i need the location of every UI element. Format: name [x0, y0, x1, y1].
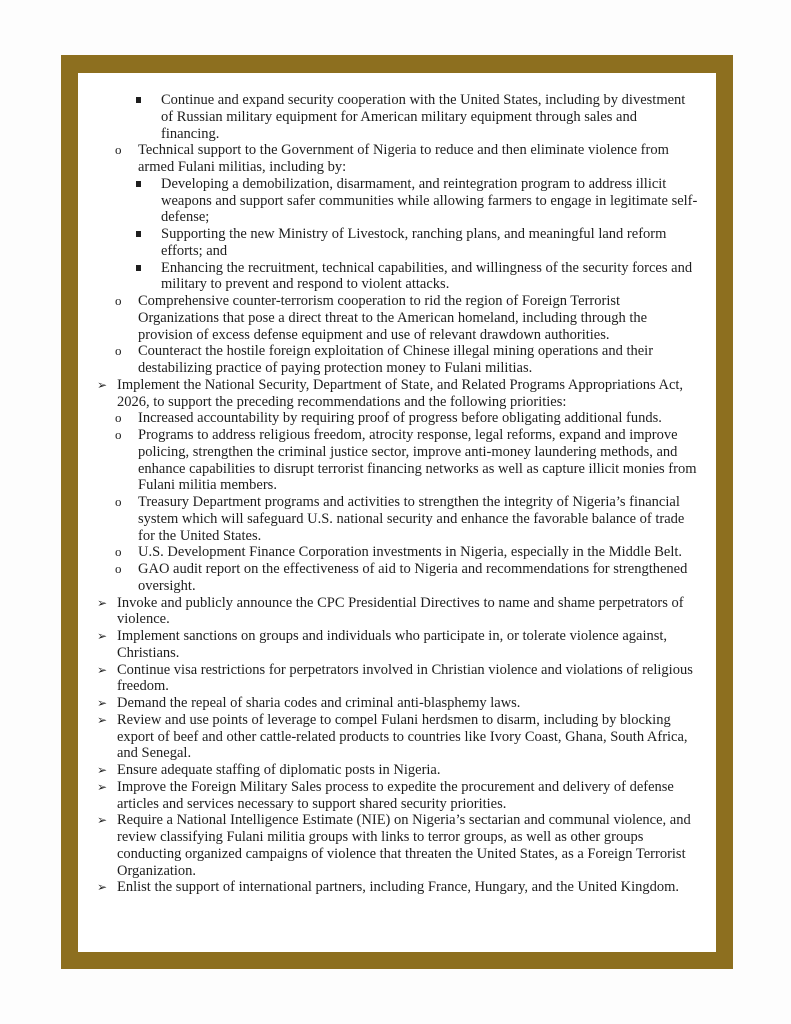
circle-bullet-icon: o: [115, 293, 122, 308]
list-item-text: Demand the repeal of sharia codes and criminal anti-blasphemy laws.: [117, 695, 521, 711]
list-item-text: Comprehensive counter-terrorism cooperation to rid the region of Foreign Terrorist Organizations that pose a direct threat to the American homeland, including through the provision of excess defense equipment and use of relevant drawdown authorities.: [138, 293, 648, 343]
sub-list-item: [117, 544, 698, 561]
list-item-text: Treasury Department programs and activities to strengthen the integrity of Nigeria’s financial system which will safeguard U.S. national security and enhance the favorable balance of trade for the United States.: [138, 494, 685, 544]
arrow-bullet-icon: ➢: [97, 696, 108, 710]
list-item-text: Programs to address religious freedom, atrocity response, legal reforms, expand and improve policing, strengthen the criminal justice sector, improve anti-money laundering methods, and enhance capabilities to disrupt terrorist financing networks as well as capture illicit monies from Fulani militia members.: [138, 427, 697, 494]
sub-sub-list-item: [138, 260, 698, 294]
arrow-bullet-icon: ➢: [97, 377, 108, 392]
list-item-text: Ensure adequate staffing of diplomatic posts in Nigeria.: [117, 762, 441, 778]
square-bullet-icon: [136, 231, 141, 237]
list-item-text: Improve the Foreign Military Sales process to expedite the procurement and delivery of defense articles and services necessary to support shared security priorities.: [117, 778, 674, 812]
arrow-bullet-icon: ➢: [97, 629, 108, 643]
list-item-text: Review and use points of leverage to compel Fulani herdsmen to disarm, including by blocking export of beef and other cattle-related products to countries like Ivory Coast, Ghana, South Africa, and Senegal.: [117, 711, 688, 762]
list-item-text: Developing a demobilization, disarmament, and reintegration program to address illicit weapons and support safer communities while allowing farmers to engage in legitimate self-defense;: [161, 175, 698, 226]
arrow-list-item: [98, 712, 698, 762]
arrow-bullet-icon: ➢: [97, 712, 108, 727]
circle-bullet-icon: o: [115, 427, 122, 442]
circle-bullet-icon: o: [115, 410, 122, 426]
arrow-bullet-icon: ➢: [97, 813, 108, 828]
circle-bullet-icon: o: [115, 561, 122, 576]
square-bullet-icon: [136, 265, 141, 271]
circle-bullet-icon: o: [115, 343, 122, 359]
sub-list-item: [117, 494, 698, 544]
list-item-text: Enhancing the recruitment, technical capabilities, and willingness of the security forces and military to prevent and respond to violent attacks.: [161, 259, 693, 293]
circle-bullet-icon: o: [115, 544, 122, 560]
list-item-text: Implement sanctions on groups and individuals who participate in, or tolerate violence against, Christians.: [117, 628, 668, 661]
arrow-list-item: [98, 762, 698, 779]
sub-list-item: [117, 561, 698, 595]
arrow-bullet-icon: ➢: [97, 595, 108, 610]
recommendations-list: [98, 92, 698, 896]
sub-sub-list-item: [138, 92, 698, 142]
circle-bullet-icon: o: [115, 494, 122, 509]
circle-bullet-icon: o: [115, 142, 122, 158]
document-body: [98, 92, 698, 896]
arrow-list-item: [98, 779, 698, 813]
arrow-bullet-icon: ➢: [97, 880, 108, 895]
list-item-text: Increased accountability by requiring proof of progress before obligating additional funds.: [138, 410, 662, 427]
square-bullet-icon: [136, 181, 141, 187]
list-item-text: GAO audit report on the effectiveness of aid to Nigeria and recommendations for strengthened oversight.: [138, 561, 688, 594]
list-item-text: Continue visa restrictions for perpetrators involved in Christian violence and violations of religious freedom.: [117, 661, 693, 695]
arrow-list-item: [98, 377, 698, 411]
sub-list-item: [117, 427, 698, 494]
list-item-text: Invoke and publicly announce the CPC Presidential Directives to name and shame perpetrators of violence.: [117, 594, 684, 628]
arrow-list-item: [98, 628, 698, 662]
list-item-text: U.S. Development Finance Corporation investments in Nigeria, especially in the Middle Belt.: [138, 544, 683, 561]
list-item-text: Counteract the hostile foreign exploitation of Chinese illegal mining operations and their destabilizing practice of paying protection money to Fulani militias.: [138, 343, 654, 376]
list-item-text: Supporting the new Ministry of Livestock, ranching plans, and meaningful land reform efforts; and: [161, 226, 667, 259]
arrow-bullet-icon: ➢: [97, 763, 108, 777]
list-item-text: Continue and expand security cooperation with the United States, including by divestment of Russian military equipment for American military equipment through sales and financing.: [161, 92, 686, 142]
sub-list-item: [117, 293, 698, 343]
sub-sub-list-item: [138, 176, 698, 226]
list-item-text: Require a National Intelligence Estimate (NIE) on Nigeria’s sectarian and communal violence, and review classifying Fulani militia groups with links to terror groups, as well as other groups conducting organized campaigns of violence that threaten the United States, as a Foreign Terrorist Organization.: [117, 812, 691, 879]
arrow-bullet-icon: ➢: [97, 779, 108, 794]
sub-list-item: [117, 142, 698, 176]
sub-list-item: [117, 343, 698, 377]
sub-list-item: [117, 410, 698, 427]
list-item-text: Technical support to the Government of Nigeria to reduce and then eliminate violence from armed Fulani militias, including by:: [138, 142, 669, 175]
arrow-bullet-icon: ➢: [97, 662, 108, 677]
square-bullet-icon: [136, 97, 141, 103]
arrow-list-item: [98, 662, 698, 696]
list-item-text: Enlist the support of international partners, including France, Hungary, and the United Kingdom.: [117, 879, 680, 896]
arrow-list-item: [98, 595, 698, 629]
arrow-list-item: [98, 812, 698, 879]
arrow-list-item: [98, 695, 698, 712]
arrow-list-item: [98, 879, 698, 896]
sub-sub-list-item: [138, 226, 698, 260]
list-item-text: Implement the National Security, Department of State, and Related Programs Appropriations Act, 2026, to support the preceding recommendations and the following priorities:: [117, 376, 684, 410]
